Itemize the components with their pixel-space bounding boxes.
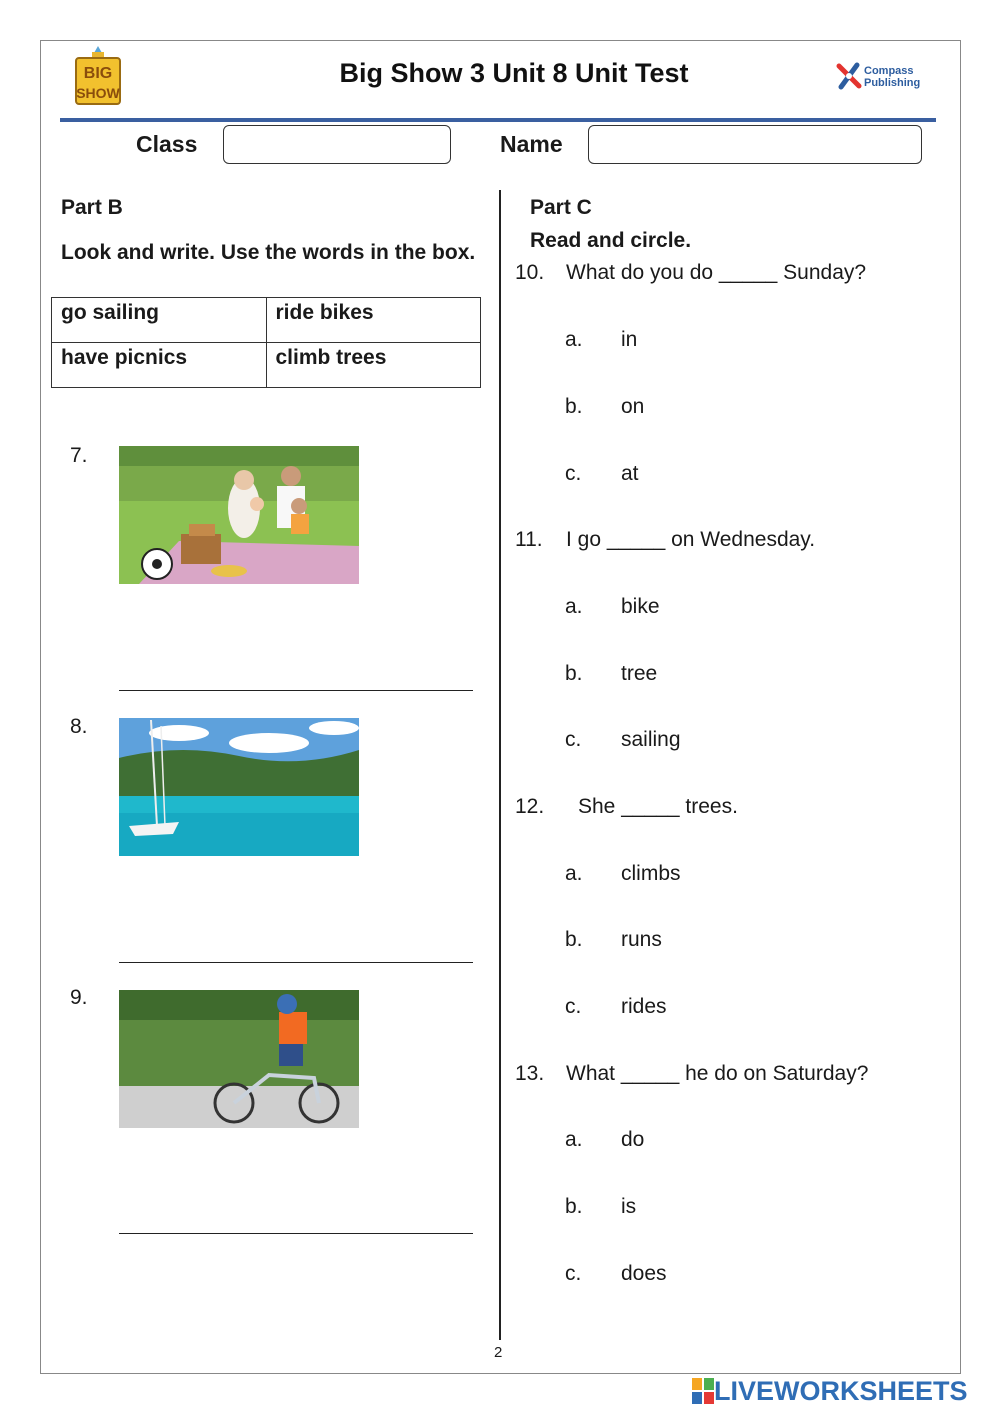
liveworksheets-icon — [692, 1378, 714, 1404]
item-number: 7. — [70, 444, 88, 467]
part-b-heading: Part B — [61, 196, 123, 219]
answer-line-9[interactable] — [119, 1233, 473, 1234]
option-letter: a. — [565, 595, 583, 618]
option-text: rides — [621, 995, 667, 1018]
option-letter: a. — [565, 1128, 583, 1151]
word-box — [51, 297, 481, 388]
logo-line-2: Publishing — [864, 77, 921, 89]
family-picnic-photo — [119, 446, 359, 584]
page-number: 2 — [494, 1344, 503, 1361]
option-letter: b. — [565, 1195, 583, 1218]
item-number: 8. — [70, 715, 88, 738]
option-text: is — [621, 1195, 637, 1218]
name-label: Name — [500, 131, 563, 157]
option-text: tree — [621, 662, 658, 685]
option-text: runs — [621, 928, 662, 951]
question-number: 10. — [515, 261, 545, 284]
option-letter: a. — [565, 328, 583, 351]
option-text: do — [621, 1128, 645, 1151]
option-text: sailing — [621, 728, 681, 751]
liveworksheets-brand — [692, 1376, 968, 1406]
big-show-logo — [72, 44, 124, 106]
question-text: What _____ he do on Saturday? — [566, 1062, 869, 1085]
part-c-heading: Part C — [530, 196, 592, 219]
boy-riding-bike-photo — [119, 990, 359, 1128]
worksheet-title: Big Show 3 Unit 8 Unit Test — [339, 58, 689, 88]
item-number: 9. — [70, 986, 88, 1009]
logo-line-1: Compass — [864, 65, 914, 77]
option-text: does — [621, 1262, 667, 1285]
question-text: What do you do _____ Sunday? — [566, 261, 867, 284]
option-letter: b. — [565, 395, 583, 418]
option-letter: c. — [565, 1262, 582, 1285]
option-letter: b. — [565, 662, 583, 685]
word-climb-trees: climb trees — [266, 343, 481, 388]
column-divider — [499, 190, 501, 1340]
option-letter: b. — [565, 928, 583, 951]
question-number: 11. — [515, 528, 543, 551]
option-text: climbs — [621, 862, 681, 885]
name-field[interactable] — [588, 125, 922, 164]
svg-text:BIG: BIG — [83, 65, 113, 82]
option-letter: a. — [565, 862, 583, 885]
class-field[interactable] — [223, 125, 451, 164]
word-have-picnics: have picnics — [52, 343, 267, 388]
answer-line-7[interactable] — [119, 690, 473, 691]
brand-text: LIVEWORKSHEETS — [714, 1375, 968, 1406]
option-text: bike — [621, 595, 660, 618]
question-text: I go _____ on Wednesday. — [566, 528, 816, 551]
option-text: on — [621, 395, 645, 418]
word-ride-bikes: ride bikes — [266, 298, 481, 343]
compass-publishing-logo — [836, 62, 926, 94]
option-letter: c. — [565, 995, 582, 1018]
answer-line-8[interactable] — [119, 962, 473, 963]
class-label: Class — [136, 131, 198, 157]
option-letter: c. — [565, 462, 582, 485]
part-c-instruction: Read and circle. — [530, 229, 692, 252]
option-text: in — [621, 328, 638, 351]
svg-text:SHOW: SHOW — [76, 85, 120, 101]
question-number: 13. — [515, 1062, 545, 1085]
header-rule — [60, 118, 936, 122]
question-text: She _____ trees. — [578, 795, 738, 818]
part-b-instruction: Look and write. Use the words in the box. — [61, 241, 476, 264]
option-letter: c. — [565, 728, 582, 751]
question-number: 12. — [515, 795, 545, 818]
option-text: at — [621, 462, 639, 485]
sailboat-lagoon-photo — [119, 718, 359, 856]
word-go-sailing: go sailing — [52, 298, 267, 343]
